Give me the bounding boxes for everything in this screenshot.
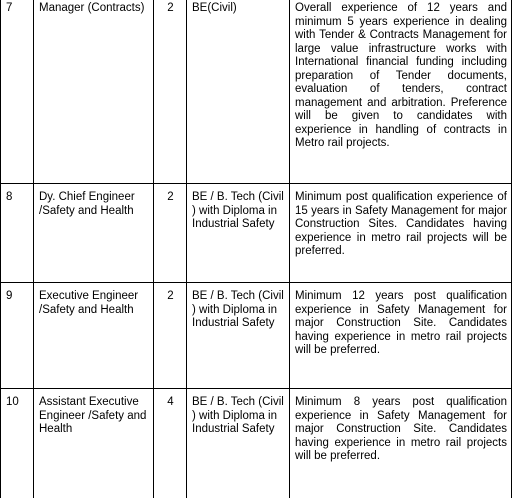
- serial-number-cell: 8: [1, 184, 34, 283]
- table-row: [1, 0, 512, 184]
- experience-text: Minimum post qualification experience of 15 years in Safety Management for major Construction Sites. Candidates having experience in metro rail projects will be preferred.: [295, 191, 507, 257]
- vacancy-count-cell: 2: [154, 0, 187, 184]
- table-row: [1, 389, 512, 498]
- experience-text: Minimum 12 years post qualification experience in Safety Management for major Construction Site. Candidates having experience in metro rail projects will be preferred.: [295, 290, 507, 356]
- vacancy-count-cell: 4: [154, 389, 187, 498]
- table-row: [1, 184, 512, 283]
- post-name-cell: Dy. Chief Engineer /Safety and Health: [34, 184, 154, 283]
- experience-cell: [290, 0, 512, 184]
- table-row: [1, 283, 512, 389]
- qualification-cell: BE / B. Tech (Civil ) with Diploma in Industrial Safety: [187, 184, 290, 283]
- serial-number-cell: 10: [1, 389, 34, 498]
- experience-text: Overall experience of 12 years and minimum 5 years experience in dealing with Tender & Contracts Management for large value infrastructure works with International financial funding including preparation of Tender documents, evaluation of tenders, contract management and arbitration. Preference will be given to candidates with experience in handling of contracts in Metro rail projects.: [295, 2, 507, 149]
- qualification-cell: BE / B. Tech (Civil ) with Diploma in Industrial Safety: [187, 283, 290, 389]
- qualification-cell: BE(Civil): [187, 0, 290, 184]
- experience-cell: [290, 184, 512, 283]
- post-name-cell: Manager (Contracts): [34, 0, 154, 184]
- experience-cell: [290, 389, 512, 498]
- vacancy-count-cell: 2: [154, 283, 187, 389]
- experience-text: Minimum 8 years post qualification experience in Safety Management for major Construction Site. Candidates having experience in metro rail projects will be preferred.: [295, 396, 507, 462]
- qualification-cell: BE / B. Tech (Civil ) with Diploma in Industrial Safety: [187, 389, 290, 498]
- post-name-cell: Executive Engineer /Safety and Health: [34, 283, 154, 389]
- experience-cell: [290, 283, 512, 389]
- post-name-cell: Assistant Executive Engineer /Safety and Health: [34, 389, 154, 498]
- serial-number-cell: 7: [1, 0, 34, 184]
- serial-number-cell: 9: [1, 283, 34, 389]
- vacancy-count-cell: 2: [154, 184, 187, 283]
